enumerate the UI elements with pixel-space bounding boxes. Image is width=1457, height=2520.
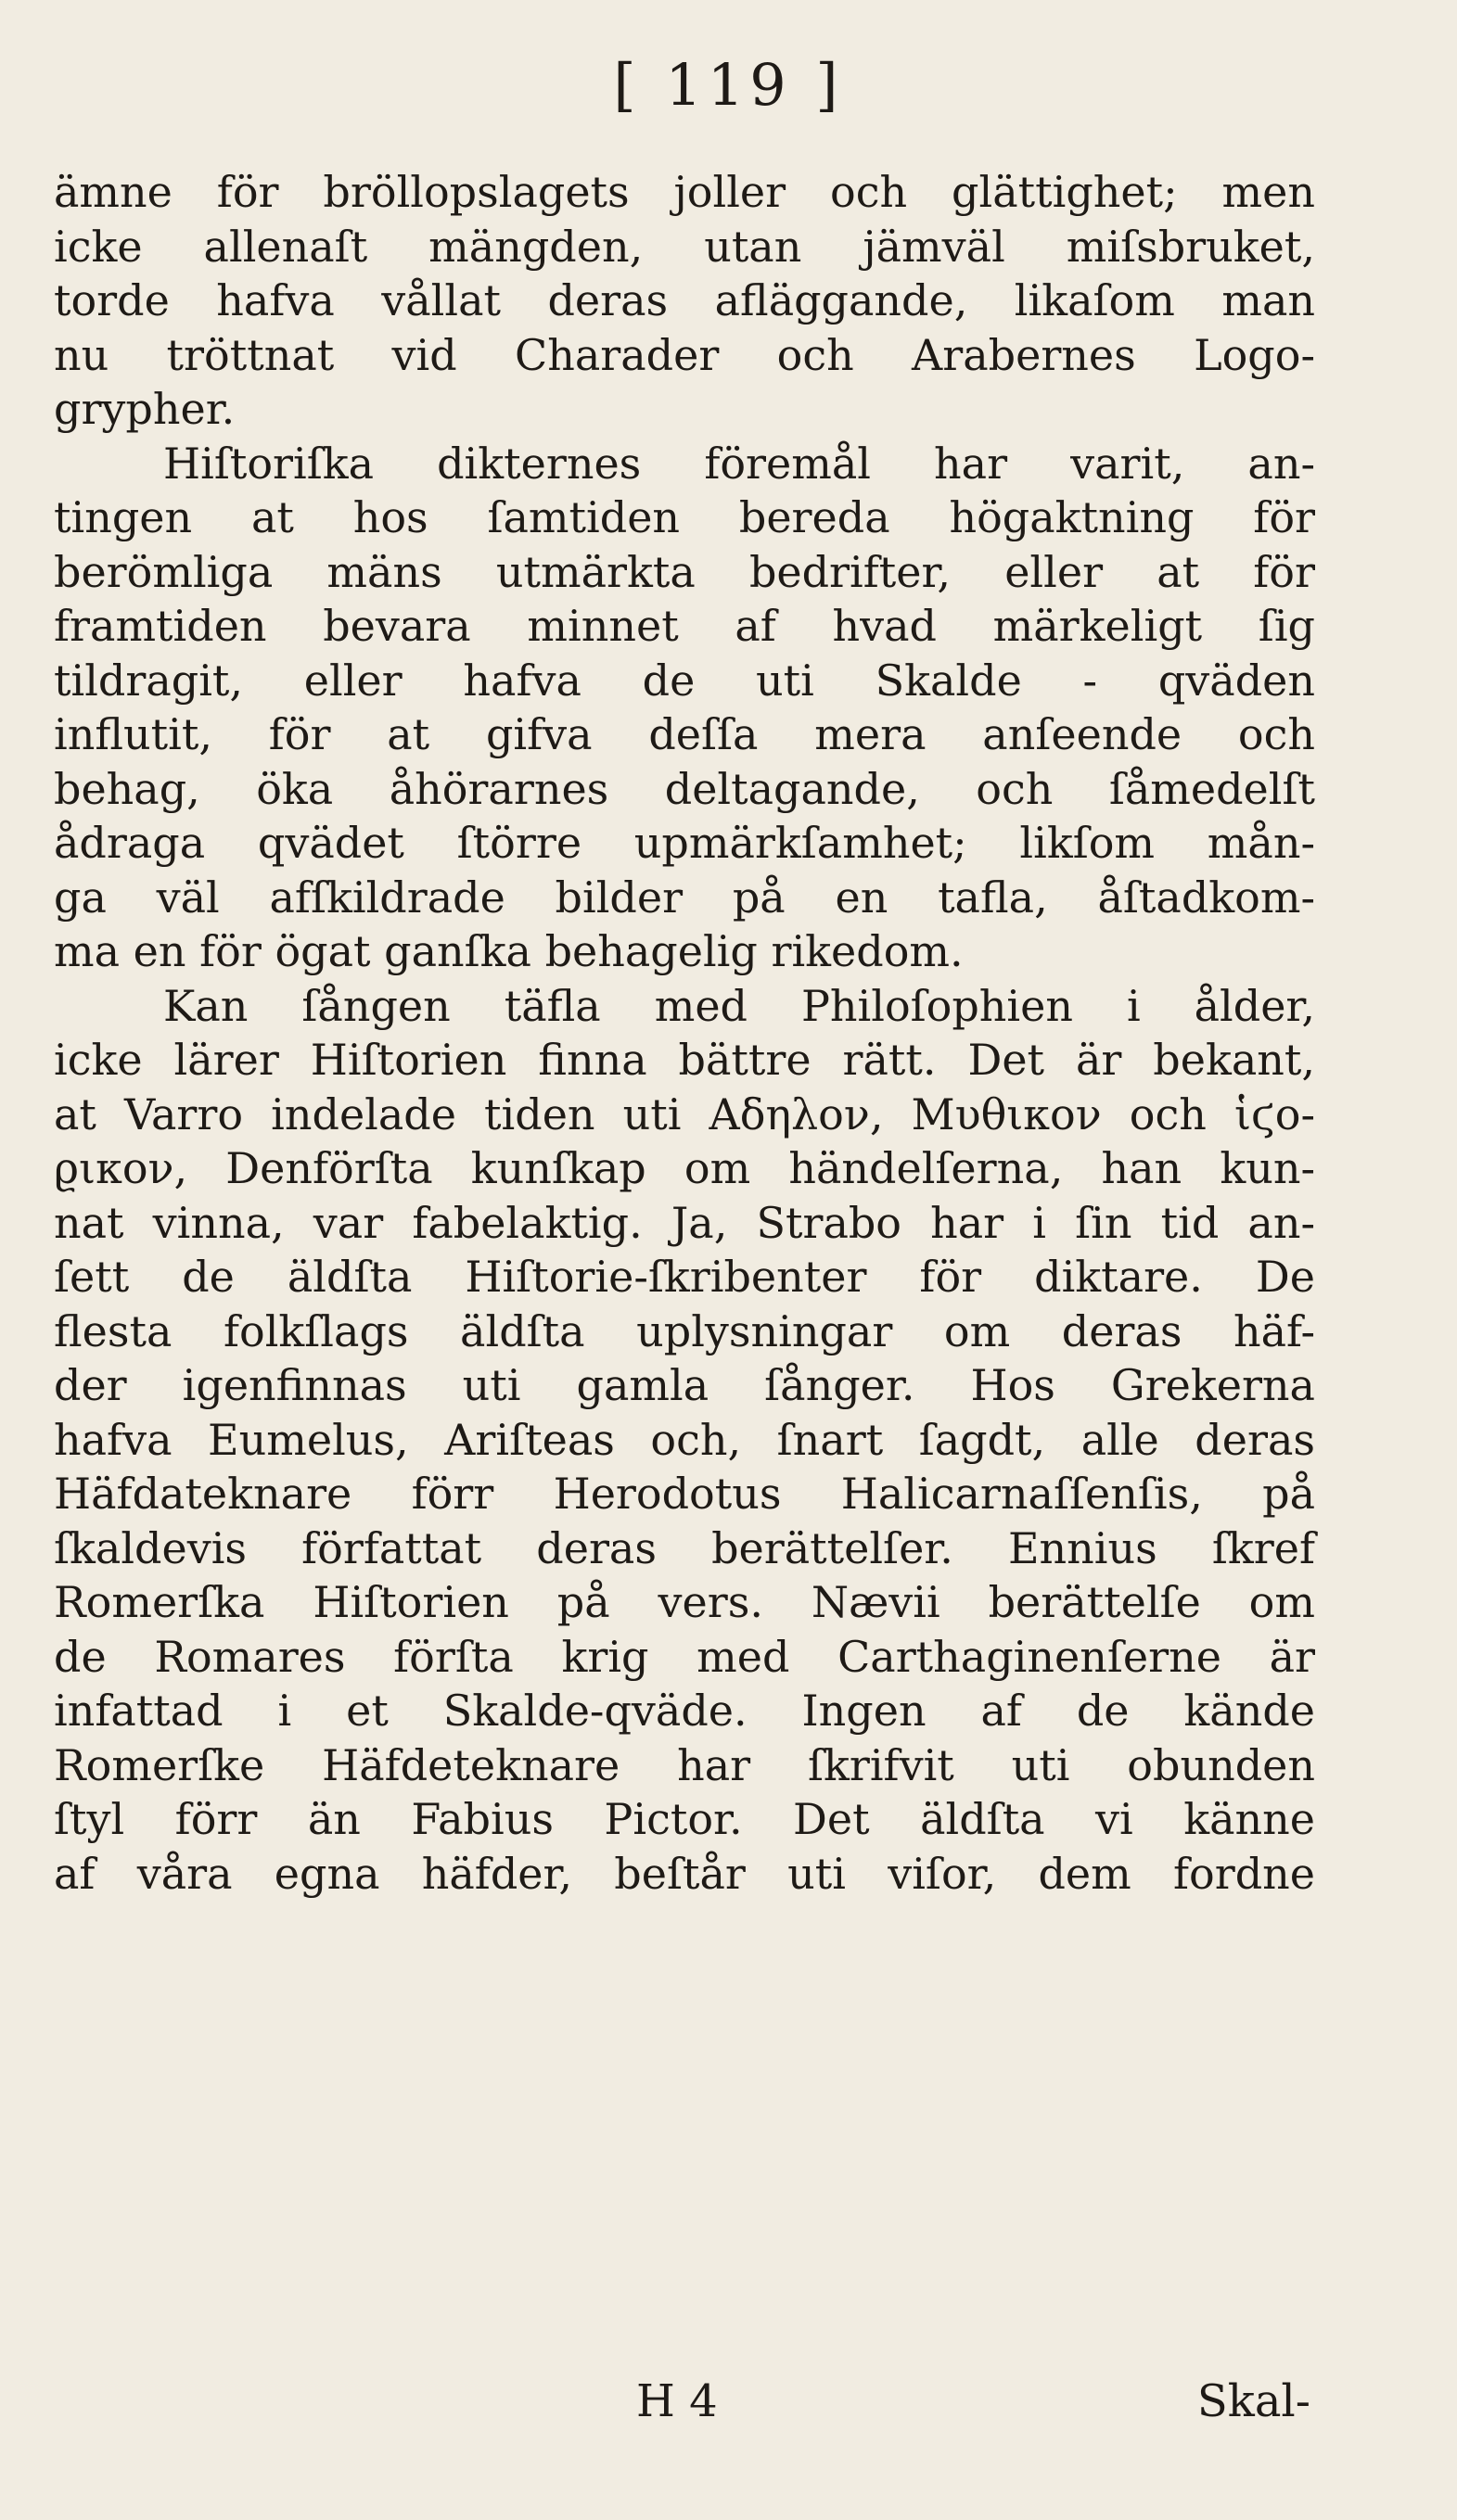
text-line: Hiſtoriſka dikternes föremål har varit, an-: [163, 438, 1315, 489]
signature-mark: H 4: [636, 2375, 718, 2427]
text-line: tildragit, eller hafva de uti Skalde - qväden: [54, 655, 1315, 706]
text-line: framtiden bevara minnet af hvad märkeligt ſig: [54, 601, 1315, 651]
catchword: Skal-: [1196, 2375, 1310, 2427]
text-line: icke allenaſt mängden, utan jämväl miſsbruket,: [54, 221, 1315, 272]
text-line: at Varro indelade tiden uti Αδηλον, Μυθικον och ἱϛο-: [54, 1088, 1315, 1139]
text-line: ſtyl förr än Fabius Pictor. Det äldſta vi känne: [54, 1794, 1315, 1844]
text-line: behag, öka åhörarnes deltagande, och ſåmedelſt: [54, 763, 1315, 814]
text-line: berömliga mäns utmärkta bedrifter, eller at för: [54, 546, 1315, 597]
text-line: ga väl afſkildrade bilder på en tafla, åſtadkom-: [54, 872, 1315, 923]
text-line: ϱικον, Denförſta kunſkap om händelſerna, han kun-: [54, 1143, 1315, 1193]
body-text: [54, 165, 1315, 1901]
text-line: nat vinna, var fabelaktig. Ja, Strabo har i ſin tid an-: [54, 1197, 1315, 1248]
text-line: icke lärer Hiſtorien finna bättre rätt. Det är bekant,: [54, 1035, 1315, 1085]
text-line: ådraga qvädet ſtörre upmärkſamhet; likſom mån-: [54, 818, 1315, 868]
text-line: Häfdateknare förr Herodotus Halicarnaſſenſis, på: [54, 1469, 1315, 1519]
text-line: af våra egna häfder, beſtår uti viſor, dem fordne: [54, 1848, 1315, 1899]
text-line: ſett de äldſta Hiſtorie-ſkribenter för diktare. De: [54, 1252, 1315, 1302]
text-line: flesta folkſlags äldſta uplysningar om deras häf-: [54, 1305, 1315, 1356]
text-line: Kan ſången täfla med Philoſophien i ålder,: [163, 980, 1315, 1031]
text-line: infattad i et Skalde-qväde. Ingen af de kände: [54, 1686, 1315, 1736]
text-line: Romerſke Häfdeteknare har ſkrifvit uti obunden: [54, 1739, 1315, 1790]
page-number-header: [ 119 ]: [613, 51, 844, 119]
text-line: ma en för ögat ganſka behagelig rikedom.: [54, 926, 964, 976]
text-line: de Romares förſta krig med Carthaginenſerne är: [54, 1631, 1315, 1682]
text-line: nu tröttnat vid Charader och Arabernes Logo-: [54, 329, 1315, 380]
text-line: tingen at hos ſamtiden bereda högaktning för: [54, 492, 1315, 542]
text-line: ämne för bröllopslagets joller och glättighet; men: [54, 167, 1315, 217]
text-line: grypher.: [54, 384, 236, 434]
text-line: ſkaldevis författat deras berättelſer. Ennius ſkref: [54, 1522, 1315, 1573]
text-line: hafva Eumelus, Ariſteas och, ſnart ſagdt, alle deras: [54, 1414, 1315, 1465]
text-line: torde hafva vållat deras afläggande, likaſom man: [54, 275, 1315, 325]
text-line: der igenfinnas uti gamla ſånger. Hos Grekerna: [54, 1360, 1315, 1410]
text-line: Romerſka Hiſtorien på vers. Nævii berättelſe om: [54, 1577, 1315, 1627]
text-line: influtit, för at gifva deſſa mera anſeende och: [54, 709, 1315, 759]
